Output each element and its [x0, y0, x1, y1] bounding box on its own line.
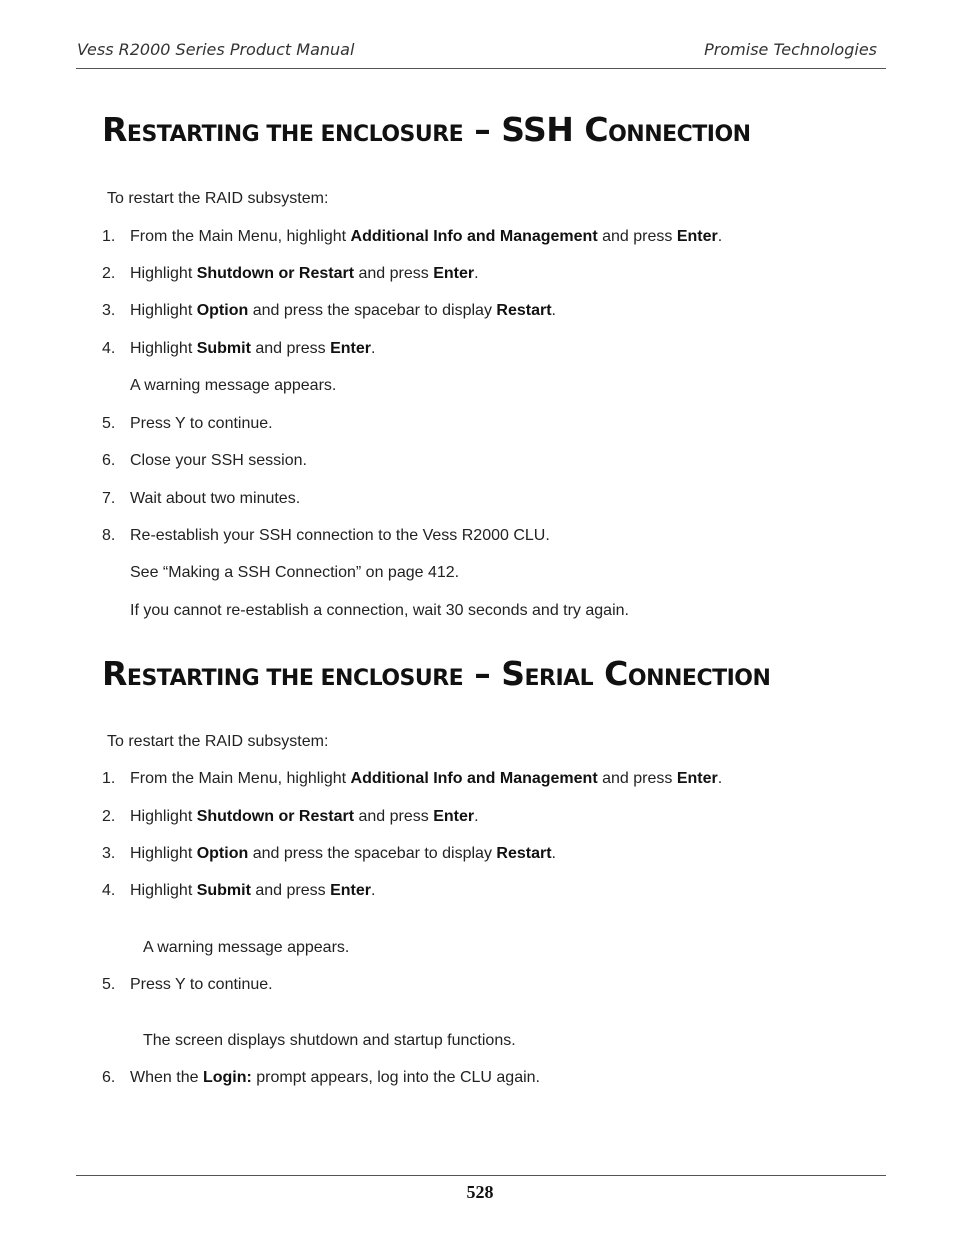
header-rule [76, 68, 886, 69]
step-text: Highlight Option and press the spacebar to display Restart. [130, 845, 556, 862]
step-text: Press Y to continue. [130, 976, 273, 993]
step-text: Highlight Shutdown or Restart and press Enter. [130, 265, 479, 282]
step-number: 6. [102, 1069, 116, 1086]
step-number: 3. [102, 302, 116, 319]
running-header-title: Vess R2000 Series Product Manual [77, 40, 355, 59]
step-number: 5. [102, 976, 116, 993]
step-text: Highlight Submit and press Enter. [130, 882, 376, 899]
step-number: 8. [102, 527, 116, 544]
step-text: Highlight Submit and press Enter. [130, 340, 376, 357]
step-number: 4. [102, 882, 116, 899]
step-note-see: See “Making a SSH Connection” on page 412. [130, 564, 460, 581]
step-number: 1. [102, 228, 116, 245]
step-text: Highlight Shutdown or Restart and press Enter. [130, 808, 479, 825]
step-text: Re-establish your SSH connection to the Vess R2000 CLU. [130, 527, 550, 544]
page-number: 528 [466, 1182, 494, 1202]
step-note-retry: If you cannot re-establish a connection, wait 30 seconds and try again. [130, 602, 629, 619]
step-number: 5. [102, 415, 116, 432]
step-number: 6. [102, 452, 116, 469]
footer-rule [76, 1175, 886, 1176]
step-text: Close your SSH session. [130, 452, 307, 469]
intro-text: To restart the RAID subsystem: [107, 733, 329, 750]
running-header-company: Promise Technologies [704, 40, 877, 59]
step-note-warning: A warning message appears. [143, 939, 350, 956]
step-number: 4. [102, 340, 116, 357]
section-heading-serial: RESTARTING THE ENCLOSURE – SERIAL CONNECTION [102, 654, 771, 693]
step-number: 7. [102, 490, 116, 507]
step-text: When the Login: prompt appears, log into the CLU again. [130, 1069, 540, 1086]
step-text: Press Y to continue. [130, 415, 273, 432]
step-text: Wait about two minutes. [130, 490, 301, 507]
step-number: 2. [102, 265, 116, 282]
step-text: From the Main Menu, highlight Additional Info and Management and press Enter. [130, 228, 723, 245]
step-text: From the Main Menu, highlight Additional Info and Management and press Enter. [130, 770, 723, 787]
step-number: 2. [102, 808, 116, 825]
section-heading-ssh: RESTARTING THE ENCLOSURE – SSH CONNECTION [102, 110, 751, 149]
step-note-warning: A warning message appears. [130, 377, 337, 394]
step-number: 1. [102, 770, 116, 787]
step-text: Highlight Option and press the spacebar to display Restart. [130, 302, 556, 319]
intro-text: To restart the RAID subsystem: [107, 190, 329, 207]
step-note-screen: The screen displays shutdown and startup functions. [143, 1032, 516, 1049]
step-number: 3. [102, 845, 116, 862]
